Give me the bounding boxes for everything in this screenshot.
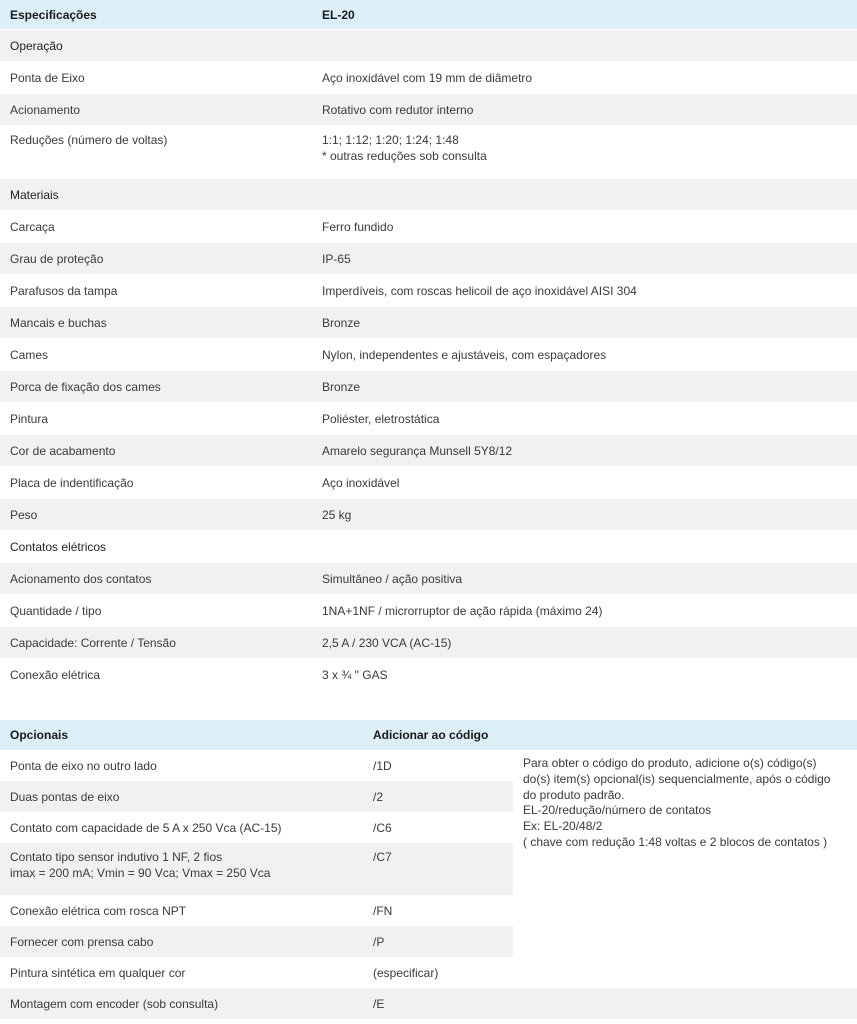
spec-label: Cames [0, 339, 302, 371]
specs-row [0, 435, 857, 467]
specs-row [0, 403, 857, 435]
optional-empty-cell [513, 957, 857, 988]
specs-header-model: EL-20 [302, 0, 857, 30]
note-line: ( chave com redução 1:48 voltas e 2 blocos de contatos ) [523, 834, 828, 849]
spec-label: Quantidade / tipo [0, 595, 302, 627]
spec-label: Porca de fixação dos cames [0, 371, 302, 403]
specs-row [0, 211, 857, 243]
specs-row [0, 243, 857, 275]
spec-value: 1NA+1NF / microrruptor de ação rápida (máximo 24) [302, 595, 857, 627]
specs-row [0, 62, 857, 94]
spec-value: Imperdíveis, com roscas helicoil de aço inoxidável AISI 304 [302, 275, 857, 307]
optional-label-line: Contato tipo sensor indutivo 1 NF, 2 fios [10, 850, 223, 864]
spec-value [302, 126, 857, 179]
spec-value: Aço inoxidável [302, 467, 857, 499]
spec-label: Contatos elétricos [0, 531, 302, 563]
optional-code: /E [353, 988, 513, 1019]
spec-label: Pintura [0, 403, 302, 435]
optionals-table [0, 720, 857, 1019]
specs-header-row [0, 0, 857, 30]
spec-value: Ferro fundido [302, 211, 857, 243]
spec-label: Mancais e buchas [0, 307, 302, 339]
optional-label: Contato com capacidade de 5 A x 250 Vca (AC-15) [0, 812, 353, 843]
optional-empty-cell [513, 988, 857, 1019]
optional-code: /1D [353, 750, 513, 781]
spec-value: IP-65 [302, 243, 857, 275]
spec-value-line: * outras reduções sob consulta [322, 149, 487, 163]
spec-label: Materiais [0, 179, 302, 211]
optional-row [0, 988, 857, 1019]
optional-label: Ponta de eixo no outro lado [0, 750, 353, 781]
optional-label: Duas pontas de eixo [0, 781, 353, 812]
spec-value: Poliéster, eletrostática [302, 403, 857, 435]
note-line: do produto padrão. [523, 787, 625, 802]
optional-code: /C7 [353, 843, 513, 895]
specs-row [0, 126, 857, 179]
optionals-header-label: Opcionais [0, 720, 353, 750]
specs-row [0, 659, 857, 691]
spec-label: Carcaça [0, 211, 302, 243]
spec-label: Ponta de Eixo [0, 62, 302, 94]
optional-code: (especificar) [353, 957, 513, 988]
spec-label: Grau de proteção [0, 243, 302, 275]
note-line: Ex: EL-20/48/2 [523, 819, 603, 834]
optional-code: /P [353, 926, 513, 957]
optional-row [0, 750, 857, 781]
spacer [0, 690, 857, 720]
spec-value: Rotativo com redutor interno [302, 94, 857, 126]
specs-row [0, 275, 857, 307]
specs-header-label: Especificações [0, 0, 302, 30]
optional-code: /FN [353, 895, 513, 926]
specs-row [0, 499, 857, 531]
note-line: Para obter o código do produto, adicione o(s) código(s) [523, 756, 817, 770]
optional-code: /2 [353, 781, 513, 812]
note-line: EL-20/redução/número de contatos [523, 803, 712, 818]
specs-section-row [0, 179, 857, 211]
optionals-header-empty [513, 720, 857, 750]
note-line: do(s) item(s) opcional(is) sequencialmente, após o código [523, 771, 831, 786]
spec-value-line: 1:1; 1:12; 1:20; 1:24; 1:48 [322, 133, 459, 147]
specs-row [0, 563, 857, 595]
spec-value: Nylon, independentes e ajustáveis, com espaçadores [302, 339, 857, 371]
specs-section-row [0, 30, 857, 62]
optional-label-line: imax = 200 mA; Vmin = 90 Vca; Vmax = 250 Vca [10, 866, 271, 880]
spec-value: Aço inoxidável com 19 mm de diâmetro [302, 62, 857, 94]
optional-label [0, 843, 353, 895]
spec-value [302, 30, 857, 62]
spec-label: Reduções (número de voltas) [0, 126, 302, 179]
spec-value: Simultâneo / ação positiva [302, 563, 857, 595]
optional-label: Montagem com encoder (sob consulta) [0, 988, 353, 1019]
spec-label: Operação [0, 30, 302, 62]
spec-value [302, 531, 857, 563]
specs-row [0, 627, 857, 659]
spec-value: 2,5 A / 230 VCA (AC-15) [302, 627, 857, 659]
spec-label: Placa de indentificação [0, 467, 302, 499]
optional-row [0, 957, 857, 988]
optional-label: Fornecer com prensa cabo [0, 926, 353, 957]
spec-value: Bronze [302, 371, 857, 403]
spec-label: Capacidade: Corrente / Tensão [0, 627, 302, 659]
specs-row [0, 94, 857, 126]
specs-row [0, 371, 857, 403]
spec-label: Conexão elétrica [0, 659, 302, 691]
spec-value: Amarelo segurança Munsell 5Y8/12 [302, 435, 857, 467]
spec-label: Acionamento [0, 94, 302, 126]
optionals-header-row [0, 720, 857, 750]
spec-value [302, 179, 857, 211]
specs-row [0, 339, 857, 371]
spec-value: 3 x ¾ " GAS [302, 659, 857, 691]
spec-label: Parafusos da tampa [0, 275, 302, 307]
spec-label: Acionamento dos contatos [0, 563, 302, 595]
optionals-header-code: Adicionar ao código [353, 720, 513, 750]
optional-label: Conexão elétrica com rosca NPT [0, 895, 353, 926]
specs-row [0, 467, 857, 499]
specs-row [0, 307, 857, 339]
specs-row [0, 595, 857, 627]
spec-label: Cor de acabamento [0, 435, 302, 467]
optional-code-note [513, 750, 857, 957]
specs-section-row [0, 531, 857, 563]
spec-label: Peso [0, 499, 302, 531]
spec-value: Bronze [302, 307, 857, 339]
spec-value: 25 kg [302, 499, 857, 531]
optional-label: Pintura sintética em qualquer cor [0, 957, 353, 988]
optional-code: /C6 [353, 812, 513, 843]
